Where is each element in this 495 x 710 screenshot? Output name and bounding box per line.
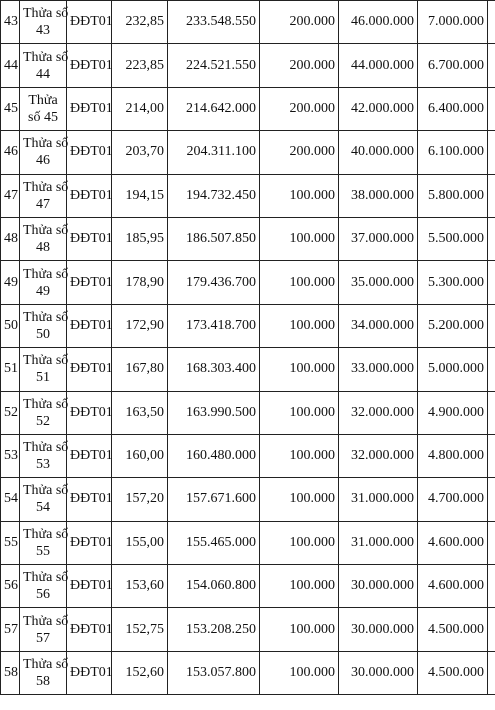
plot-area: 185,95 — [112, 217, 168, 260]
land-value: 173.418.700 — [168, 304, 260, 347]
row-number: 44 — [1, 44, 20, 87]
table-body — [1, 1, 495, 695]
plot-name-line1: Thửa số — [23, 266, 69, 282]
blank-cell — [488, 217, 495, 260]
table-row — [1, 434, 495, 477]
row-number: 58 — [1, 651, 20, 694]
plot-name-cell — [20, 608, 67, 651]
plot-name-line1: Thửa số — [23, 440, 69, 456]
plot-name-cell — [20, 478, 67, 521]
application-fee: 100.000 — [260, 521, 339, 564]
row-number: 51 — [1, 348, 20, 391]
plot-name-line1: Thửa số — [23, 309, 69, 325]
table-row — [1, 565, 495, 608]
blank-cell — [488, 478, 495, 521]
row-number: 49 — [1, 261, 20, 304]
table-row — [1, 87, 495, 130]
land-value: 163.990.500 — [168, 391, 260, 434]
plot-name-cell — [20, 434, 67, 477]
deposit-amount: 46.000.000 — [339, 1, 418, 44]
land-value: 153.208.250 — [168, 608, 260, 651]
plot-name-line2: 55 — [36, 543, 50, 559]
plot-name-line1: Thửa số — [23, 570, 69, 586]
table-row — [1, 1, 495, 44]
application-fee: 100.000 — [260, 651, 339, 694]
plot-name-line2: 48 — [36, 240, 50, 256]
plot-name-line1: Thửa số — [23, 136, 69, 152]
blank-cell — [488, 391, 495, 434]
application-fee: 200.000 — [260, 87, 339, 130]
blank-cell — [488, 261, 495, 304]
table-row — [1, 478, 495, 521]
deposit-amount: 31.000.000 — [339, 478, 418, 521]
application-fee: 100.000 — [260, 391, 339, 434]
row-number: 57 — [1, 608, 20, 651]
plot-area: 163,50 — [112, 391, 168, 434]
deposit-amount: 35.000.000 — [339, 261, 418, 304]
plot-name-line1: Thửa số — [23, 396, 69, 412]
plot-name-cell — [20, 521, 67, 564]
plot-name-line1: Thửa số — [23, 49, 69, 65]
price-step: 4.800.000 — [418, 434, 488, 477]
application-fee: 100.000 — [260, 261, 339, 304]
land-value: 168.303.400 — [168, 348, 260, 391]
row-number: 52 — [1, 391, 20, 434]
plot-name-line1: Thửa số — [23, 353, 69, 369]
plot-code: ĐĐT01 — [67, 348, 112, 391]
price-step: 4.600.000 — [418, 521, 488, 564]
plot-name-cell — [20, 304, 67, 347]
table-row — [1, 651, 495, 694]
plot-area: 152,75 — [112, 608, 168, 651]
plot-code: ĐĐT01 — [67, 478, 112, 521]
price-step: 4.600.000 — [418, 565, 488, 608]
plot-name-line1: Thửa số — [23, 613, 69, 629]
table-row — [1, 304, 495, 347]
plot-code: ĐĐT01 — [67, 217, 112, 260]
plot-name-cell — [20, 87, 67, 130]
table-row — [1, 391, 495, 434]
deposit-amount: 32.000.000 — [339, 434, 418, 477]
row-number: 48 — [1, 217, 20, 260]
plot-area: 232,85 — [112, 1, 168, 44]
deposit-amount: 30.000.000 — [339, 651, 418, 694]
land-value: 186.507.850 — [168, 217, 260, 260]
table-row — [1, 261, 495, 304]
plot-name-line2: 58 — [36, 674, 50, 690]
plot-area: 153,60 — [112, 565, 168, 608]
price-step: 6.100.000 — [418, 131, 488, 174]
application-fee: 200.000 — [260, 1, 339, 44]
plot-name-cell — [20, 1, 67, 44]
blank-cell — [488, 651, 495, 694]
application-fee: 100.000 — [260, 565, 339, 608]
blank-cell — [488, 174, 495, 217]
plot-code: ĐĐT01 — [67, 391, 112, 434]
plot-area: 155,00 — [112, 521, 168, 564]
row-number: 43 — [1, 1, 20, 44]
application-fee: 200.000 — [260, 44, 339, 87]
blank-cell — [488, 1, 495, 44]
plot-name-line1: Thửa — [28, 92, 58, 108]
plot-name-line1: Thửa số — [23, 657, 69, 673]
plot-code: ĐĐT01 — [67, 434, 112, 477]
price-step: 5.200.000 — [418, 304, 488, 347]
plot-code: ĐĐT01 — [67, 44, 112, 87]
price-step: 4.700.000 — [418, 478, 488, 521]
deposit-amount: 40.000.000 — [339, 131, 418, 174]
table-row — [1, 348, 495, 391]
plot-code: ĐĐT01 — [67, 565, 112, 608]
plot-code: ĐĐT01 — [67, 608, 112, 651]
table-row — [1, 131, 495, 174]
deposit-amount: 31.000.000 — [339, 521, 418, 564]
blank-cell — [488, 521, 495, 564]
land-value: 153.057.800 — [168, 651, 260, 694]
plot-area: 214,00 — [112, 87, 168, 130]
plot-name-line2: 50 — [36, 326, 50, 342]
deposit-amount: 38.000.000 — [339, 174, 418, 217]
table-row — [1, 521, 495, 564]
plot-name-line2: 53 — [36, 457, 50, 473]
table-row — [1, 174, 495, 217]
price-step: 5.500.000 — [418, 217, 488, 260]
plot-name-cell — [20, 261, 67, 304]
plot-name-line2: 56 — [36, 587, 50, 603]
blank-cell — [488, 131, 495, 174]
blank-cell — [488, 304, 495, 347]
price-step: 4.900.000 — [418, 391, 488, 434]
table-row — [1, 608, 495, 651]
plot-name-cell — [20, 391, 67, 434]
blank-cell — [488, 434, 495, 477]
price-step: 5.000.000 — [418, 348, 488, 391]
plot-area: 172,90 — [112, 304, 168, 347]
land-value: 194.732.450 — [168, 174, 260, 217]
plot-name-line2: 51 — [36, 370, 50, 386]
application-fee: 100.000 — [260, 434, 339, 477]
table-row — [1, 217, 495, 260]
land-value: 233.548.550 — [168, 1, 260, 44]
application-fee: 200.000 — [260, 131, 339, 174]
row-number: 47 — [1, 174, 20, 217]
plot-name-line1: Thửa số — [23, 179, 69, 195]
plot-name-line2: 57 — [36, 630, 50, 646]
plot-name-line2: 46 — [36, 153, 50, 169]
price-step: 5.800.000 — [418, 174, 488, 217]
deposit-amount: 30.000.000 — [339, 565, 418, 608]
row-number: 53 — [1, 434, 20, 477]
plot-code: ĐĐT01 — [67, 174, 112, 217]
plot-code: ĐĐT01 — [67, 261, 112, 304]
plot-area: 160,00 — [112, 434, 168, 477]
deposit-amount: 30.000.000 — [339, 608, 418, 651]
plot-name-line1: Thửa số — [23, 483, 69, 499]
plot-name-cell — [20, 565, 67, 608]
plot-code: ĐĐT01 — [67, 651, 112, 694]
row-number: 46 — [1, 131, 20, 174]
row-number: 45 — [1, 87, 20, 130]
plot-area: 223,85 — [112, 44, 168, 87]
application-fee: 100.000 — [260, 304, 339, 347]
row-number: 54 — [1, 478, 20, 521]
plot-code: ĐĐT01 — [67, 131, 112, 174]
blank-cell — [488, 87, 495, 130]
plot-area: 152,60 — [112, 651, 168, 694]
land-value: 155.465.000 — [168, 521, 260, 564]
application-fee: 100.000 — [260, 217, 339, 260]
land-value: 179.436.700 — [168, 261, 260, 304]
plot-code: ĐĐT01 — [67, 304, 112, 347]
deposit-amount: 42.000.000 — [339, 87, 418, 130]
land-value: 157.671.600 — [168, 478, 260, 521]
deposit-amount: 33.000.000 — [339, 348, 418, 391]
blank-cell — [488, 565, 495, 608]
plot-name-cell — [20, 217, 67, 260]
plot-name-cell — [20, 131, 67, 174]
deposit-amount: 32.000.000 — [339, 391, 418, 434]
price-step: 7.000.000 — [418, 1, 488, 44]
land-value: 214.642.000 — [168, 87, 260, 130]
price-step: 4.500.000 — [418, 608, 488, 651]
table-row — [1, 44, 495, 87]
plot-name-line1: Thửa số — [23, 223, 69, 239]
plot-name-line2: số 45 — [28, 109, 58, 125]
row-number: 50 — [1, 304, 20, 347]
plot-area: 178,90 — [112, 261, 168, 304]
land-value: 160.480.000 — [168, 434, 260, 477]
price-step: 6.700.000 — [418, 44, 488, 87]
plot-area: 194,15 — [112, 174, 168, 217]
price-step: 4.500.000 — [418, 651, 488, 694]
plot-code: ĐĐT01 — [67, 1, 112, 44]
land-value: 154.060.800 — [168, 565, 260, 608]
plot-name-line2: 49 — [36, 283, 50, 299]
plot-name-line2: 43 — [36, 23, 50, 39]
plot-name-line1: Thửa số — [23, 526, 69, 542]
plot-name-line2: 52 — [36, 413, 50, 429]
deposit-amount: 44.000.000 — [339, 44, 418, 87]
plot-name-line2: 44 — [36, 66, 50, 82]
blank-cell — [488, 608, 495, 651]
plot-name-line2: 54 — [36, 500, 50, 516]
blank-cell — [488, 44, 495, 87]
price-step: 6.400.000 — [418, 87, 488, 130]
blank-cell — [488, 348, 495, 391]
application-fee: 100.000 — [260, 348, 339, 391]
plot-area: 203,70 — [112, 131, 168, 174]
plot-code: ĐĐT01 — [67, 521, 112, 564]
application-fee: 100.000 — [260, 478, 339, 521]
plot-name-cell — [20, 651, 67, 694]
deposit-amount: 37.000.000 — [339, 217, 418, 260]
plot-area: 157,20 — [112, 478, 168, 521]
application-fee: 100.000 — [260, 608, 339, 651]
plot-name-cell — [20, 44, 67, 87]
land-value: 204.311.100 — [168, 131, 260, 174]
row-number: 55 — [1, 521, 20, 564]
plot-name-cell — [20, 348, 67, 391]
deposit-amount: 34.000.000 — [339, 304, 418, 347]
price-step: 5.300.000 — [418, 261, 488, 304]
plot-name-line1: Thửa số — [23, 6, 69, 22]
row-number: 56 — [1, 565, 20, 608]
application-fee: 100.000 — [260, 174, 339, 217]
plot-name-line2: 47 — [36, 196, 50, 212]
land-value: 224.521.550 — [168, 44, 260, 87]
plot-area: 167,80 — [112, 348, 168, 391]
plot-code: ĐĐT01 — [67, 87, 112, 130]
plot-name-cell — [20, 174, 67, 217]
